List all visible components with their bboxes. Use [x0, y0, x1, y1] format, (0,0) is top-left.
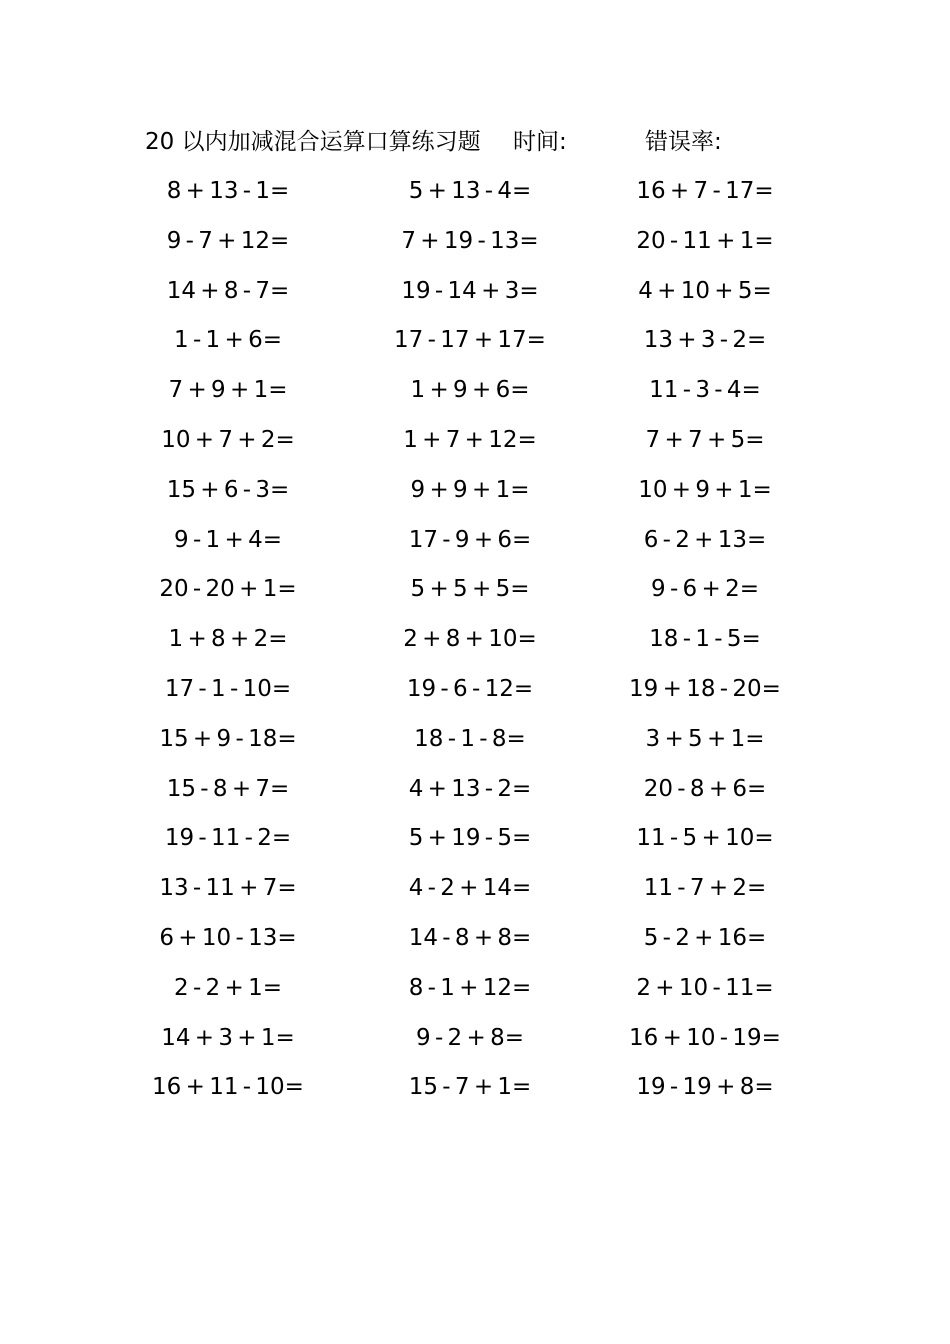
worksheet-title: 20 以内加减混合运算口算练习题: [145, 129, 481, 155]
problem-item: 3 + 5 + 1=: [645, 725, 765, 752]
problem-item: 6 - 2 + 13=: [643, 526, 767, 553]
problem-item: 14 + 8 - 7=: [166, 277, 290, 304]
problem-item: 9 - 7 + 12=: [166, 227, 290, 254]
problem-item: 2 + 8 + 10=: [403, 626, 537, 653]
problem-item: 19 - 6 - 12=: [406, 675, 534, 702]
problem-item: 1 + 8 + 2=: [168, 626, 288, 653]
time-label: 时间:: [513, 129, 567, 155]
problem-row: [0, 423, 950, 473]
problem-row: [0, 523, 950, 573]
problem-item: 17 - 1 - 10=: [164, 675, 292, 702]
problem-item: 10 + 7 + 2=: [161, 426, 295, 453]
problem-item: 20 - 8 + 6=: [643, 775, 767, 802]
problem-item: 17 - 17 + 17=: [394, 327, 546, 354]
problem-item: 2 + 10 - 11=: [636, 974, 774, 1001]
problem-item: 4 + 10 + 5=: [638, 277, 772, 304]
problem-item: 9 - 6 + 2=: [651, 576, 759, 603]
problem-item: 16 + 7 - 17=: [636, 178, 774, 204]
problem-row: [0, 572, 950, 622]
problem-item: 16 + 11 - 10=: [152, 1074, 304, 1101]
problem-row: [0, 722, 950, 772]
problem-item: 19 + 18 - 20=: [629, 675, 781, 702]
problem-row: [0, 473, 950, 523]
problem-item: 1 + 9 + 6=: [410, 377, 530, 404]
problem-item: 9 - 2 + 8=: [416, 1024, 524, 1051]
problem-item: 20 - 20 + 1=: [159, 576, 297, 603]
problem-item: 19 - 11 - 2=: [164, 825, 292, 852]
problem-item: 9 + 9 + 1=: [410, 476, 530, 503]
problem-row: [0, 921, 950, 971]
problem-item: 8 + 13 - 1=: [166, 178, 290, 204]
problem-item: 13 + 3 - 2=: [643, 327, 767, 354]
problem-row: [0, 971, 950, 1021]
problem-item: 14 - 8 + 8=: [408, 924, 532, 951]
problem-item: 19 - 19 + 8=: [636, 1074, 774, 1101]
problem-grid: [0, 174, 950, 1120]
problem-item: 1 - 1 + 6=: [174, 327, 282, 354]
worksheet-header: [145, 126, 845, 158]
problem-row: [0, 224, 950, 274]
problem-item: 10 + 9 + 1=: [638, 476, 772, 503]
problem-row: [0, 772, 950, 822]
problem-item: 15 + 9 - 18=: [159, 725, 297, 752]
problem-item: 4 + 13 - 2=: [408, 775, 532, 802]
problem-item: 8 - 1 + 12=: [408, 974, 532, 1001]
problem-item: 11 - 7 + 2=: [643, 875, 767, 902]
problem-item: 15 - 8 + 7=: [166, 775, 290, 802]
problem-item: 18 - 1 - 8=: [414, 725, 526, 752]
problem-item: 13 - 11 + 7=: [159, 875, 297, 902]
problem-item: 7 + 9 + 1=: [168, 377, 288, 404]
problem-item: 14 + 3 + 1=: [161, 1024, 295, 1051]
problem-item: 20 - 11 + 1=: [636, 227, 774, 254]
problem-item: 11 - 3 - 4=: [649, 377, 761, 404]
problem-item: 1 + 7 + 12=: [403, 426, 537, 453]
problem-row: [0, 174, 950, 224]
problem-item: 11 - 5 + 10=: [636, 825, 774, 852]
problem-item: 6 + 10 - 13=: [159, 924, 297, 951]
problem-item: 7 + 7 + 5=: [645, 426, 765, 453]
problem-item: 5 + 19 - 5=: [408, 825, 532, 852]
problem-item: 4 - 2 + 14=: [408, 875, 532, 902]
problem-item: 15 + 6 - 3=: [166, 476, 290, 503]
problem-row: [0, 323, 950, 373]
problem-row: [0, 1070, 950, 1120]
problem-item: 5 + 5 + 5=: [410, 576, 530, 603]
problem-row: [0, 274, 950, 324]
problem-row: [0, 373, 950, 423]
problem-item: 17 - 9 + 6=: [408, 526, 532, 553]
problem-row: [0, 622, 950, 672]
problem-row: [0, 871, 950, 921]
problem-row: [0, 1021, 950, 1071]
problem-row: [0, 672, 950, 722]
problem-item: 9 - 1 + 4=: [174, 526, 282, 553]
problem-item: 16 + 10 - 19=: [629, 1024, 781, 1051]
problem-item: 2 - 2 + 1=: [174, 974, 282, 1001]
error-rate-label: 错误率:: [645, 129, 722, 155]
problem-item: 7 + 19 - 13=: [401, 227, 539, 254]
problem-item: 19 - 14 + 3=: [401, 277, 539, 304]
problem-item: 15 - 7 + 1=: [408, 1074, 532, 1101]
problem-item: 18 - 1 - 5=: [649, 626, 761, 653]
problem-item: 5 + 13 - 4=: [408, 178, 532, 204]
problem-item: 5 - 2 + 16=: [643, 924, 767, 951]
problem-row: [0, 821, 950, 871]
